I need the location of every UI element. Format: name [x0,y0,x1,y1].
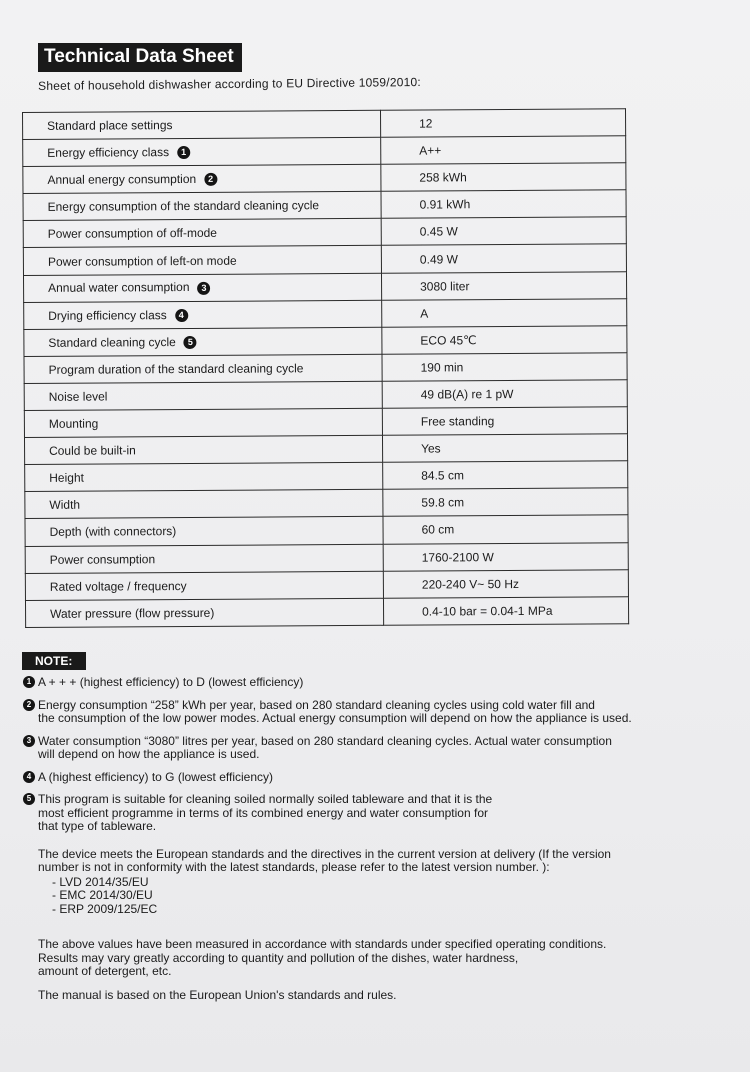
spec-label: Drying efficiency class [48,307,167,323]
spec-row [25,461,628,492]
spec-label-cell [24,408,382,437]
spec-value: 0.91 kWh [381,190,626,219]
spec-row [23,163,626,194]
note-text: A + + + (highest efficiency) to D (lowest efficiency) [38,675,304,689]
footnote-marker: 1 [23,676,35,688]
disclaimer-line: Results may vary greatly according to quantity and pollution of the dishes, water hardness, [38,950,519,965]
spec-row [24,407,627,438]
spec-label-cell [23,192,381,221]
spec-value: 60 cm [383,515,628,544]
spec-label: Height [49,470,84,486]
page-subtitle: Sheet of household dishwasher according to EU Directive 1059/2010: [38,74,421,93]
spec-label: Standard cleaning cycle [48,334,176,350]
conformity-line: The device meets the European standards and the directives in the current version at delivery (If the version [38,846,611,861]
spec-row [25,515,628,546]
disclaimer-line: amount of detergent, etc. [38,964,172,978]
spec-label-cell [25,598,383,627]
spec-table [22,108,629,627]
spec-label: Depth (with connectors) [49,524,177,540]
spec-label-cell [25,571,383,600]
spec-label-cell [25,517,383,546]
directive-item: - LVD 2014/35/EU [52,874,149,889]
spec-label-cell [24,435,382,464]
footnote-marker: 4 [175,309,188,322]
spec-value: 59.8 cm [383,488,628,517]
spec-value: Free standing [382,407,627,436]
spec-label-cell [23,137,381,166]
notes-list [23,676,733,834]
spec-label-cell [25,544,383,573]
spec-value: 1760-2100 W [383,542,628,571]
spec-value: 190 min [382,353,627,382]
spec-label-cell [23,110,381,139]
spec-label: Width [49,498,81,513]
note-item [23,735,733,762]
spec-row [23,271,626,302]
spec-value: 49 dB(A) re 1 pW [382,380,627,409]
spec-label: Annual energy consumption [47,171,197,187]
conformity-paragraph [23,848,733,917]
note-text: that type of tableware. [38,819,157,833]
disclaimer-line: The above values have been measured in accordance with standards under specified operating conditions. [38,937,607,951]
footer-note: The manual is based on the European Union's standards and rules. [38,987,397,1002]
spec-label-cell [23,246,381,275]
spec-row [25,596,628,627]
footnote-marker: 5 [23,793,35,805]
spec-value: ECO 45℃ [382,326,627,355]
spec-value: Yes [382,434,627,463]
note-item [23,793,733,834]
spec-label: Standard place settings [47,118,173,133]
spec-label-cell [23,273,381,302]
footnote-marker: 3 [23,735,35,747]
spec-value: A++ [381,136,626,165]
disclaimer-paragraph [23,938,733,979]
note-text: Water consumption “3080” litres per year, based on 280 standard cleaning cycles. Actual water consumption [38,733,612,748]
footnote-marker: 2 [23,699,35,711]
spec-label: Annual water consumption [48,280,190,296]
conformity-line: number is not in conformity with the latest standards, please refer to the latest version number. ): [38,860,550,874]
spec-row [24,298,627,329]
directive-list [38,876,733,917]
spec-label-cell [24,354,382,383]
spec-label: Program duration of the standard cleaning cycle [48,361,304,377]
spec-value: 220-240 V~ 50 Hz [383,569,628,598]
spec-label: Rated voltage / frequency [49,578,187,594]
spec-label-cell [25,490,383,519]
directive-item: - EMC 2014/30/EU [52,888,153,902]
spec-label-cell [25,463,383,492]
note-text: will depend on how the appliance is used. [38,747,260,761]
spec-label-cell [24,300,382,329]
spec-row [24,380,627,411]
spec-row [25,488,628,519]
spec-label-cell [23,219,381,248]
spec-value: A [382,298,627,327]
spec-row [25,542,628,573]
spec-row [23,217,626,248]
spec-row [24,353,627,384]
spec-label-cell [23,164,381,193]
spec-label: Energy efficiency class [47,145,170,160]
spec-row [23,244,626,275]
spec-label: Power consumption [49,551,156,567]
spec-row [23,190,626,221]
spec-label-cell [24,381,382,410]
spec-row [24,326,627,357]
footnote-marker: 5 [184,336,197,349]
footnote-marker: 1 [177,146,190,159]
spec-row [23,109,626,140]
note-text: Energy consumption “258” kWh per year, based on 280 standard cleaning cycles using cold water fill and [38,697,595,712]
note-text: A (highest efficiency) to G (lowest efficiency) [38,769,273,784]
note-item [23,771,733,785]
spec-label: Power consumption of left-on mode [47,253,237,269]
spec-label: Could be built-in [49,443,136,459]
note-text: This program is suitable for cleaning soiled normally soiled tableware and that it is the [38,792,493,806]
note-item [23,676,733,690]
spec-value: 258 kWh [381,163,626,192]
spec-value: 84.5 cm [383,461,628,490]
spec-label: Power consumption of off-mode [47,226,217,242]
spec-row [23,136,626,167]
footnote-marker: 4 [23,771,35,783]
spec-label: Energy consumption of the standard cleaning cycle [47,198,320,215]
page-title: Technical Data Sheet [38,43,242,72]
spec-value: 3080 liter [381,271,626,300]
spec-row [25,569,628,600]
notes-section [23,676,733,1002]
spec-value: 0.4-10 bar = 0.04-1 MPa [383,596,628,625]
note-label: NOTE: [22,652,86,670]
footnote-marker: 3 [197,282,210,295]
note-text: the consumption of the low power modes. Actual energy consumption will depend on how the appliance is used. [38,711,632,725]
spec-label-cell [24,327,382,356]
footnote-marker: 2 [204,173,217,186]
directive-item: - ERP 2009/125/EC [52,901,158,916]
spec-label: Mounting [48,416,99,431]
spec-value: 12 [380,109,625,138]
spec-value: 0.49 W [381,244,626,273]
spec-label: Noise level [48,389,108,404]
spec-row [24,434,627,465]
note-item [23,699,733,726]
note-text: most efficient programme in terms of its combined energy and water consumption for [38,805,488,820]
spec-label: Water pressure (flow pressure) [50,605,215,621]
spec-value: 0.45 W [381,217,626,246]
